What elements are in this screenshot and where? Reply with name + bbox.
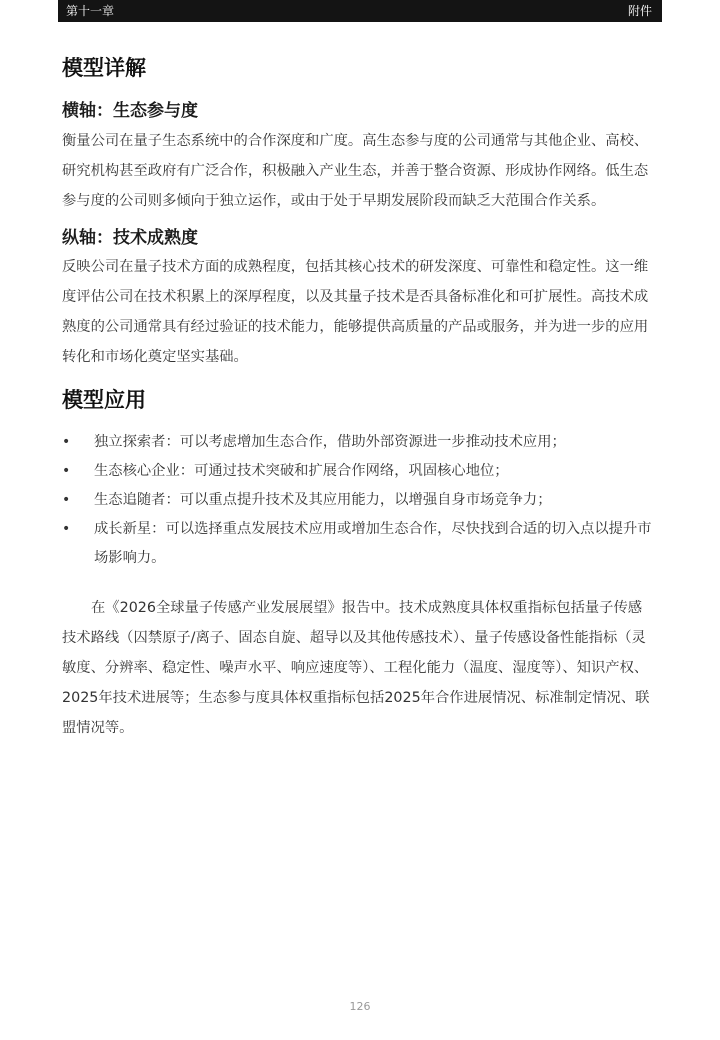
list-item: • 独立探索者：可以考虑增加生态合作，借助外部资源进一步推动技术应用； (62, 434, 566, 450)
chapter-label: 第十一章 (66, 4, 115, 18)
application-list (62, 428, 652, 573)
list-item: • 生态核心企业：可通过技术突破和扩展合作网络，巩固核心地位； (62, 463, 509, 479)
y-axis-heading: 纵轴：技术成熟度 (62, 228, 198, 248)
x-axis-description: 衡量公司在量子生态系统中的合作深度和广度。高生态参与度的公司通常与其他企业、高校、研究机构甚至政府有广泛合作，积极融入产业生态，并善于整合资源、形成协作网络。低生态参与度的公司则多倾向于独立运作，或由于处于早期发展阶段而缺乏大范围合作关系。 (62, 133, 649, 209)
model-detail-heading: 模型详解 (62, 56, 146, 80)
header-bar (58, 0, 662, 22)
y-axis-description: 反映公司在量子技术方面的成熟程度，包括其核心技术的研发深度、可靠性和稳定性。这一维度评估公司在技术积累上的深厚程度，以及其量子技术是否具备标准化和可扩展性。高技术成熟度的公司通常具有经过验证的技术能力，能够提供高质量的产品或服务，并为进一步的应用转化和市场化奠定坚实基础。 (62, 259, 649, 365)
x-axis-heading: 横轴：生态参与度 (62, 101, 198, 121)
page-content (62, 52, 652, 743)
model-application-heading: 模型应用 (62, 388, 146, 412)
closing-paragraph: 在《2026全球量子传感产业发展展望》报告中。技术成熟度具体权重指标包括量子传感技术路线（囚禁原子/离子、固态自旋、超导以及其他传感技术）、量子传感设备性能指标（灵敏度、分辨率、稳定性、噪声水平、响应速度等）、工程化能力（温度、湿度等）、知识产权、2025年技术进展等；生态参与度具体权重指标包括2025年合作进展情况、标准制定情况、联盟情况等。 (62, 600, 650, 736)
appendix-label: 附件 (627, 4, 652, 18)
page-number: 126 (349, 1000, 371, 1013)
list-item: • 成长新星：可以选择重点发展技术应用或增加生态合作，尽快找到合适的切入点以提升市场影响力。 (62, 521, 652, 566)
list-item: • 生态追随者：可以重点提升技术及其应用能力，以增强自身市场竞争力； (62, 492, 552, 508)
